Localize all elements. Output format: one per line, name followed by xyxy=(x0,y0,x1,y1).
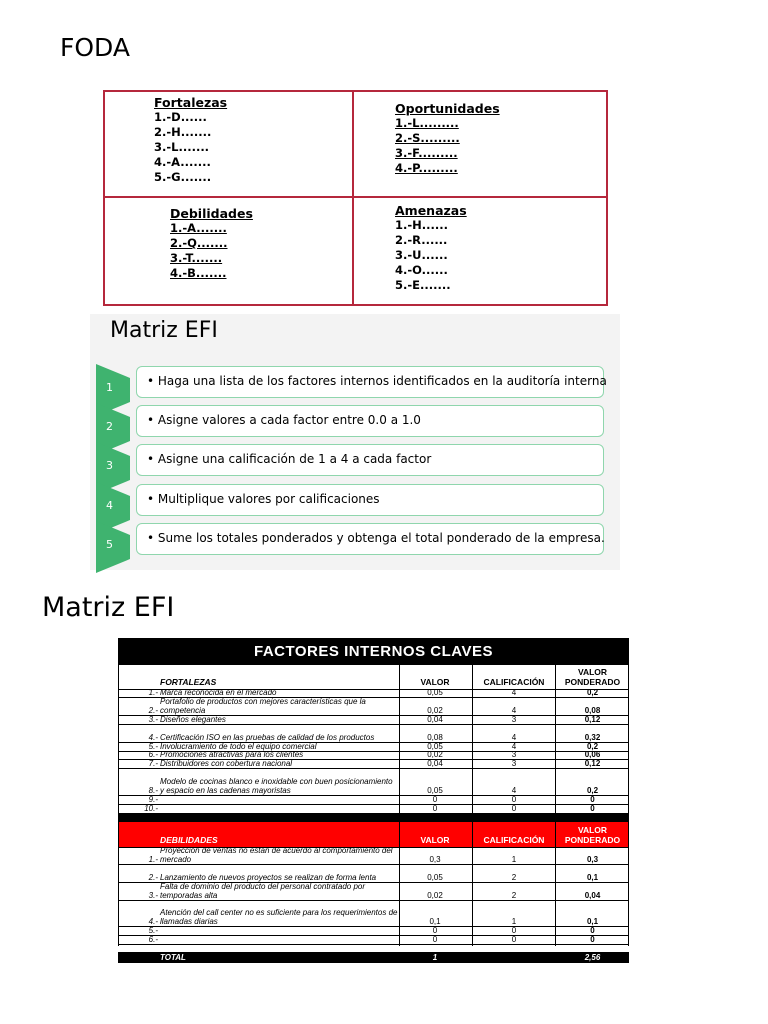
step-text: • Asigne una calificación de 1 a 4 a cada factor xyxy=(136,444,604,476)
debilidad-item: 4.-B....... xyxy=(170,266,227,280)
row-valor: 0,05 xyxy=(427,688,443,697)
col-calificacion: CALIFICACIÓN xyxy=(483,835,545,845)
row-ponderado: 0,08 xyxy=(584,706,601,715)
row-ponderado: 0,12 xyxy=(584,759,601,768)
col-valor: VALOR xyxy=(420,677,450,687)
col-ponderado: VALOR PONDERADO xyxy=(564,667,621,687)
table-row xyxy=(118,901,629,927)
grid-line xyxy=(472,822,473,946)
row-ponderado: 0,04 xyxy=(584,891,601,900)
amenaza-item: 3.-U...... xyxy=(395,248,448,262)
row-ponderado: 0 xyxy=(590,804,595,813)
grid-line xyxy=(118,822,119,946)
grid-line xyxy=(472,665,473,815)
total-row xyxy=(118,952,629,963)
row-valor: 0 xyxy=(432,795,438,804)
row-valor: 0 xyxy=(432,804,438,813)
amenaza-item: 2.-R...... xyxy=(395,233,448,247)
row-ponderado: 0 xyxy=(590,926,595,935)
row-factor: Lanzamiento de nuevos proyectos se realizan de forma lenta xyxy=(160,873,377,882)
row-calificacion: 4 xyxy=(511,733,517,742)
amenazas-title: Amenazas xyxy=(395,203,467,218)
fortaleza-item: 2.-H....... xyxy=(154,125,212,139)
debilidades-label: DEBILIDADES xyxy=(160,835,218,845)
row-num: 3.- xyxy=(148,715,158,724)
row-num: 1.- xyxy=(148,688,158,697)
fortalezas-header xyxy=(118,665,629,690)
grid-line xyxy=(118,665,119,815)
row-calificacion: 3 xyxy=(511,759,517,768)
row-valor: 0,04 xyxy=(427,759,443,768)
table-row xyxy=(118,883,629,901)
efi-table xyxy=(118,638,629,963)
debilidad-item: 3.-T....... xyxy=(170,251,223,265)
row-ponderado: 0 xyxy=(590,935,595,944)
row-num: 2.- xyxy=(148,873,158,882)
table-row xyxy=(118,848,629,865)
grid-line xyxy=(555,822,556,946)
row-calificacion: 1 xyxy=(511,917,517,926)
row-num: 4.- xyxy=(148,917,158,926)
step-number: 5 xyxy=(106,538,113,551)
grid-line xyxy=(555,665,556,815)
table-row xyxy=(118,769,629,796)
row-calificacion: 4 xyxy=(511,742,517,751)
foda-oportunidades xyxy=(395,101,500,176)
table-row xyxy=(118,716,629,725)
efi-step-2 xyxy=(96,405,608,441)
grid-line xyxy=(399,665,400,815)
oportunidad-item: 4.-P......... xyxy=(395,161,458,175)
row-valor: 0,08 xyxy=(427,733,443,742)
fortalezas-title: Fortalezas xyxy=(154,95,228,110)
debilidad-item: 2.-Q....... xyxy=(170,236,228,250)
step-number: 2 xyxy=(106,420,113,433)
amenaza-item: 1.-H...... xyxy=(395,218,448,232)
col-calificacion: CALIFICACIÓN xyxy=(483,677,545,687)
row-ponderado: 0,1 xyxy=(586,917,599,926)
row-calificacion: 0 xyxy=(511,935,517,944)
efi-table-title: Matriz EFI xyxy=(42,592,175,623)
row-factor: Falta de dominio del producto del personal contratado por temporadas alta xyxy=(160,882,366,900)
row-factor: Diseños elegantes xyxy=(160,715,226,724)
row-valor: 0,05 xyxy=(427,786,443,795)
step-text: • Haga una lista de los factores internos identificados en la auditoría interna xyxy=(136,366,604,398)
row-ponderado: 0,06 xyxy=(584,750,601,759)
step-text: • Asigne valores a cada factor entre 0.0 a 1.0 xyxy=(136,405,604,437)
row-calificacion: 4 xyxy=(511,688,517,697)
foda-debilidades xyxy=(170,206,253,281)
row-num: 5.- xyxy=(148,926,158,935)
amenaza-item: 4.-O...... xyxy=(395,263,448,277)
row-calificacion: 3 xyxy=(511,715,517,724)
grid-line xyxy=(628,665,629,815)
table-row xyxy=(118,936,629,945)
foda-title: FODA xyxy=(60,33,130,62)
row-factor: Portafolio de productos con mejores características que la competencia xyxy=(160,697,366,715)
row-factor: Modelo de cocinas blanco e inoxidable con buen posicionamiento y espacio en las cadenas mayoristas xyxy=(160,777,393,795)
row-valor: 0 xyxy=(432,935,438,944)
table-header: FACTORES INTERNOS CLAVES xyxy=(118,638,629,665)
row-factor: Proyección de ventas no están de acuerdo al comportamiento del mercado xyxy=(160,846,393,864)
row-num: 2.- xyxy=(148,706,158,715)
row-factor: Atención del call center no es suficiente para los requerimientos de llamadas diarias xyxy=(160,908,398,926)
row-num: 6.- xyxy=(148,750,158,759)
row-ponderado: 0,32 xyxy=(584,733,601,742)
table-row xyxy=(118,698,629,716)
total-valor: 1 xyxy=(432,953,438,962)
col-valor: VALOR xyxy=(420,835,450,845)
oportunidades-title: Oportunidades xyxy=(395,101,500,116)
row-ponderado: 0 xyxy=(590,795,595,804)
row-valor: 0 xyxy=(432,926,438,935)
row-valor: 0,02 xyxy=(427,891,443,900)
efi-step-1 xyxy=(96,366,608,402)
oportunidad-item: 3.-F......... xyxy=(395,146,458,160)
row-ponderado: 0,12 xyxy=(584,715,601,724)
row-calificacion: 1 xyxy=(511,855,517,864)
row-ponderado: 0,2 xyxy=(586,786,599,795)
row-num: 6.- xyxy=(148,935,158,944)
row-factor: Promociones atractivas para los clientes xyxy=(160,750,304,759)
row-calificacion: 4 xyxy=(511,786,517,795)
row-factor: Involucramiento de todo el equipo comercial xyxy=(160,742,317,751)
row-valor: 0,02 xyxy=(427,706,443,715)
row-calificacion: 3 xyxy=(511,750,517,759)
row-valor: 0,05 xyxy=(427,873,443,882)
chevron-arrow-icon xyxy=(96,521,130,573)
step-text: • Multiplique valores por calificaciones xyxy=(136,484,604,516)
foda-amenazas xyxy=(395,203,467,293)
efi-step-5 xyxy=(96,523,608,559)
row-num: 9.- xyxy=(148,795,158,804)
row-valor: 0,1 xyxy=(429,917,441,926)
debilidad-item: 1.-A....... xyxy=(170,221,227,235)
step-text: • Sume los totales ponderados y obtenga el total ponderado de la empresa. xyxy=(136,523,604,555)
row-num: 5.- xyxy=(148,742,158,751)
row-calificacion: 2 xyxy=(511,873,517,882)
row-ponderado: 0,1 xyxy=(586,873,599,882)
fortaleza-item: 4.-A....... xyxy=(154,155,211,169)
row-valor: 0,3 xyxy=(429,855,441,864)
col-ponderado: VALOR PONDERADO xyxy=(564,825,621,845)
debilidades-title: Debilidades xyxy=(170,206,253,221)
amenaza-item: 5.-E....... xyxy=(395,278,451,292)
efi-steps-title: Matriz EFI xyxy=(110,318,218,343)
foda-divider-vertical xyxy=(352,90,354,306)
row-num: 4.- xyxy=(148,733,158,742)
row-num: 7.- xyxy=(148,759,158,768)
row-num: 10.- xyxy=(144,804,158,813)
fortalezas-label: FORTALEZAS xyxy=(160,677,217,687)
efi-step-4 xyxy=(96,484,608,520)
foda-fortalezas xyxy=(154,95,227,185)
row-ponderado: 0,2 xyxy=(586,688,599,697)
row-calificacion: 2 xyxy=(511,891,517,900)
total-label: TOTAL xyxy=(160,953,186,962)
row-calificacion: 0 xyxy=(511,804,517,813)
oportunidad-item: 2.-S......... xyxy=(395,131,460,145)
table-row xyxy=(118,760,629,769)
row-calificacion: 0 xyxy=(511,926,517,935)
row-factor: Certificación ISO en las pruebas de calidad de los productos xyxy=(160,733,375,742)
fortaleza-item: 5.-G....... xyxy=(154,170,212,184)
row-factor: Marca reconocida en el mercado xyxy=(160,688,277,697)
row-ponderado: 0,2 xyxy=(586,742,599,751)
fortaleza-item: 1.-D...... xyxy=(154,110,207,124)
grid-line xyxy=(628,822,629,946)
row-factor: Distribuidores con cobertura nacional xyxy=(160,759,293,768)
row-valor: 0,05 xyxy=(427,742,443,751)
table-row xyxy=(118,725,629,743)
row-num: 8.- xyxy=(148,786,158,795)
row-ponderado: 0,3 xyxy=(586,855,599,864)
grid-line xyxy=(399,822,400,946)
step-number: 1 xyxy=(106,381,113,394)
debilidades-header xyxy=(118,822,629,848)
table-row xyxy=(118,805,629,814)
row-valor: 0,02 xyxy=(427,750,443,759)
table-row xyxy=(118,865,629,883)
total-ponderado: 2,56 xyxy=(584,953,601,962)
step-number: 3 xyxy=(106,459,113,472)
efi-step-3 xyxy=(96,444,608,480)
row-calificacion: 0 xyxy=(511,795,517,804)
step-number: 4 xyxy=(106,499,113,512)
row-calificacion: 4 xyxy=(511,706,517,715)
fortaleza-item: 3.-L....... xyxy=(154,140,210,154)
row-num: 3.- xyxy=(148,891,158,900)
row-valor: 0,04 xyxy=(427,715,443,724)
foda-divider-horizontal xyxy=(103,196,608,198)
section-separator xyxy=(118,814,629,822)
oportunidad-item: 1.-L......... xyxy=(395,116,459,130)
row-num: 1.- xyxy=(148,855,158,864)
